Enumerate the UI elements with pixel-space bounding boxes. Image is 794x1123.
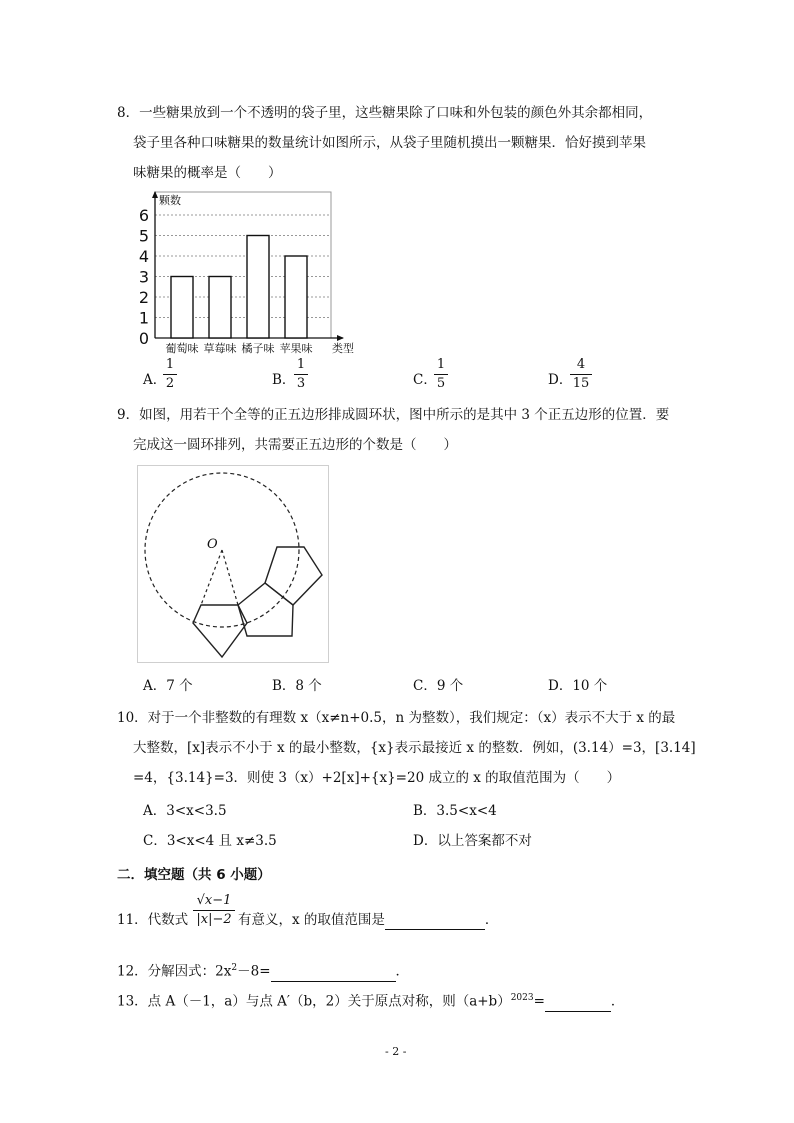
y-tick-label: 0 [138,329,149,348]
q8-option-c-fraction [434,357,448,392]
q8-option-c-denominator: 5 [436,376,446,391]
q11-numerator: √x−1 [196,893,232,908]
y-tick-label: 3 [138,267,149,287]
q8-option-a-denominator: 2 [165,376,175,391]
q13-line [117,988,624,1012]
q9-option-c-label: C． [413,678,437,694]
q9-option-c [413,676,463,696]
q8-option-b-denominator: 3 [296,376,306,391]
q10-option-a-text: 3<x<3.5 [166,803,227,819]
q10-text-line2: 大整数，[x]表示不小于 x 的最小整数，{x}表示最接近 x 的整数．例如，(3.14）=3，[3.14] [133,740,696,756]
y-tick-label: 4 [138,247,149,266]
q8-option-a-label: A． [143,372,167,388]
q8-option-b-numerator: 1 [296,357,306,372]
q11-end: ． [484,912,499,928]
q8-option-c-label: C． [413,372,437,388]
q8-option-c-numerator: 1 [436,357,446,372]
q11-prefix: 11．代数式 [117,912,189,928]
x-axis-arrow [337,335,344,341]
q11-suffix-text: 有意义，x 的取值范围是 [238,912,385,928]
q10-option-d-text: 以上答案都不对 [437,833,532,849]
q8-option-d-numerator: 4 [576,357,586,372]
q12-end: ． [395,963,410,980]
q10-text-line1: 10．对于一个非整数的有理数 x（x≠n+0.5，n 为整数），我们规定：（x）表示不大于 x 的最 [117,710,676,726]
q8-option-d-label: D． [548,372,573,388]
dashed-radius-right [222,550,238,605]
candy-bar-chart [135,190,360,360]
point-o-label: O [207,537,218,552]
q8-option-d-fraction [570,357,592,392]
q8-option-d-denominator: 15 [572,376,590,391]
q11-suffix [238,910,498,930]
q12-prefix: 12．分解因式：2x [117,963,232,980]
q10-option-c [143,831,277,851]
q9-text-line2: 完成这一圆环排列，共需要正五边形的个数是（ ） [133,437,457,453]
q13-middle: = [533,993,545,1010]
q13-end: ． [610,993,625,1010]
q9-option-c-text: 9 个 [436,678,464,694]
pentagon-ring-diagram [137,465,329,663]
q13-sup: 2023 [510,993,534,1003]
q13-prefix: 13．点 A（－1，a）与点 A′（b，2）关于原点对称，则（a+b） [117,993,511,1010]
q9-option-a-label: A． [143,678,167,694]
q10-option-a [143,801,227,821]
bar-橘子味 [247,236,269,339]
bar-葡萄味 [171,277,193,339]
q8-option-a-fraction [163,357,177,392]
q10-option-d [413,831,532,851]
q9-option-d-text: 10 个 [572,678,608,694]
q12-answer-blank[interactable] [271,981,396,982]
q10-option-a-label: A． [143,803,167,819]
pentagon-1 [193,605,247,657]
bar-苹果味 [285,256,307,338]
q9-option-b-label: B． [272,678,296,694]
y-tick-label: 2 [138,288,149,307]
q11-answer-blank[interactable] [385,929,485,930]
q10-option-c-text: 3<x<4 且 x≠3.5 [166,833,277,849]
q13-answer-blank[interactable] [545,1011,611,1012]
q8-text-line2: 袋子里各种口味糖果的数量统计如图所示，从袋子里随机摸出一颗糖果．恰好摸到苹果 [133,135,646,151]
category-label: 橘子味 [241,342,275,355]
q10-option-c-label: C． [143,833,167,849]
q8-option-b-fraction [294,357,308,392]
q10-option-b [413,801,497,821]
q10-option-b-label: B． [413,803,437,819]
q8-option-a-numerator: 1 [165,357,175,372]
q9-option-a [143,676,193,696]
q9-option-b-text: 8 个 [295,678,322,694]
page-number: - 2 - [385,1045,407,1058]
q12-sup: 2 [231,963,238,973]
q9-option-b [272,676,322,696]
q8-text-line1: 8．一些糖果放到一个不透明的袋子里，这些糖果除了口味和外包装的颜色外其余都相同， [117,105,653,121]
q10-text-line3: =4，{3.14}=3．则使 3（x）+2[x]+{x}=20 成立的 x 的取值范围为（ ） [133,770,621,786]
y-tick-label: 6 [138,206,149,225]
q11-fraction [193,893,235,928]
q9-text-line1: 9．如图，用若干个全等的正五边形排成圆环状，图中所示的是其中 3 个正五边形的位置．要 [117,407,670,423]
q8-text-line3: 味糖果的概率是（ ） [133,165,282,181]
q9-option-d [548,676,607,696]
category-label: 葡萄味 [165,342,199,355]
y-tick-label: 5 [138,226,149,246]
q10-option-b-text: 3.5<x<4 [436,803,497,819]
y-axis-label: 颗数 [159,194,181,207]
pentagon-3 [265,547,322,605]
section-2-title: 二．填空题（共 6 小题） [117,867,271,883]
q11-denominator: |x|−2 [196,912,232,927]
q12-line [117,958,409,982]
q10-option-d-label: D． [413,833,438,849]
q9-option-a-text: 7 个 [166,678,193,694]
diagram-frame [138,466,329,663]
category-label: 苹果味 [279,342,313,355]
q9-option-d-label: D． [548,678,573,694]
category-label: 草莓味 [203,342,237,355]
x-axis-label: 类型 [332,342,354,355]
dashed-radius-left [201,550,222,605]
bar-草莓味 [209,277,231,339]
q12-middle: －8= [237,963,271,980]
y-tick-label: 1 [138,308,149,328]
pentagon-2 [238,583,293,636]
q8-option-b-label: B． [272,372,296,388]
